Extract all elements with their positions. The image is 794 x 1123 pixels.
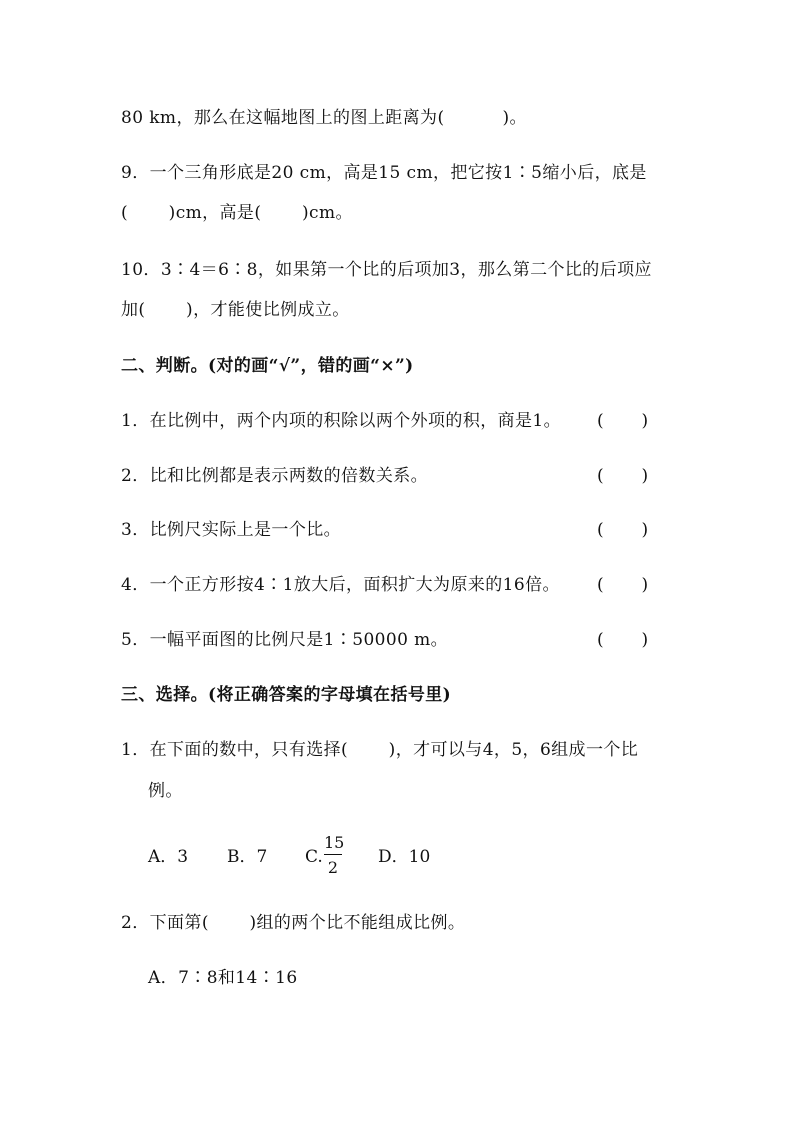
choice-question-2-option-a: A．7∶8和14∶16: [148, 968, 298, 988]
judge-answer-paren-2: ( ): [597, 466, 649, 486]
judge-answer-paren-5: ( ): [597, 630, 649, 650]
judge-item-5: 5．一幅平面图的比例尺是1∶50000 m。: [121, 630, 449, 650]
choice-question-1-line-2: 例。: [148, 781, 183, 801]
section-2-title: 二、判断。(对的画“√”，错的画“×”): [121, 356, 414, 376]
judge-item-1: 1．在比例中，两个内项的积除以两个外项的积，商是1。: [121, 411, 562, 431]
choice-option-b: B．7: [227, 847, 268, 867]
choice-option-c-fraction: [324, 833, 345, 877]
question-10-line-2: 加( )，才能使比例成立。: [121, 300, 350, 320]
judge-item-2: 2．比和比例都是表示两数的倍数关系。: [121, 466, 429, 486]
question-9-line-1: 9．一个三角形底是20 cm，高是15 cm，把它按1∶5缩小后，底是: [121, 163, 647, 183]
judge-item-4: 4．一个正方形按4∶1放大后，面积扩大为原来的16倍。: [121, 575, 560, 595]
section-3-title: 三、选择。(将正确答案的字母填在括号里): [121, 685, 452, 705]
judge-item-3: 3．比例尺实际上是一个比。: [121, 520, 342, 540]
question-9-line-2: ( )cm，高是( )cm。: [121, 203, 353, 223]
choice-question-1-line-1: 1．在下面的数中，只有选择( )，才可以与4，5，6组成一个比: [121, 740, 639, 760]
judge-answer-paren-1: ( ): [597, 411, 649, 431]
fraction-denominator: 2: [327, 858, 339, 877]
choice-question-2: 2．下面第( )组的两个比不能组成比例。: [121, 913, 466, 933]
choice-option-a: A．3: [148, 847, 189, 867]
choice-option-c-prefix: C.: [305, 847, 323, 867]
question-10-line-1: 10．3∶4＝6∶8，如果第一个比的后项加3，那么第二个比的后项应: [121, 260, 652, 280]
judge-answer-paren-3: ( ): [597, 520, 649, 540]
judge-answer-paren-4: ( ): [597, 575, 649, 595]
line-q8-continuation: 80 km，那么在这幅地图上的图上距离为( )。: [121, 108, 527, 128]
choice-option-d: D．10: [378, 847, 431, 867]
fraction-numerator: 15: [324, 833, 345, 852]
fraction-bar: [324, 854, 342, 855]
